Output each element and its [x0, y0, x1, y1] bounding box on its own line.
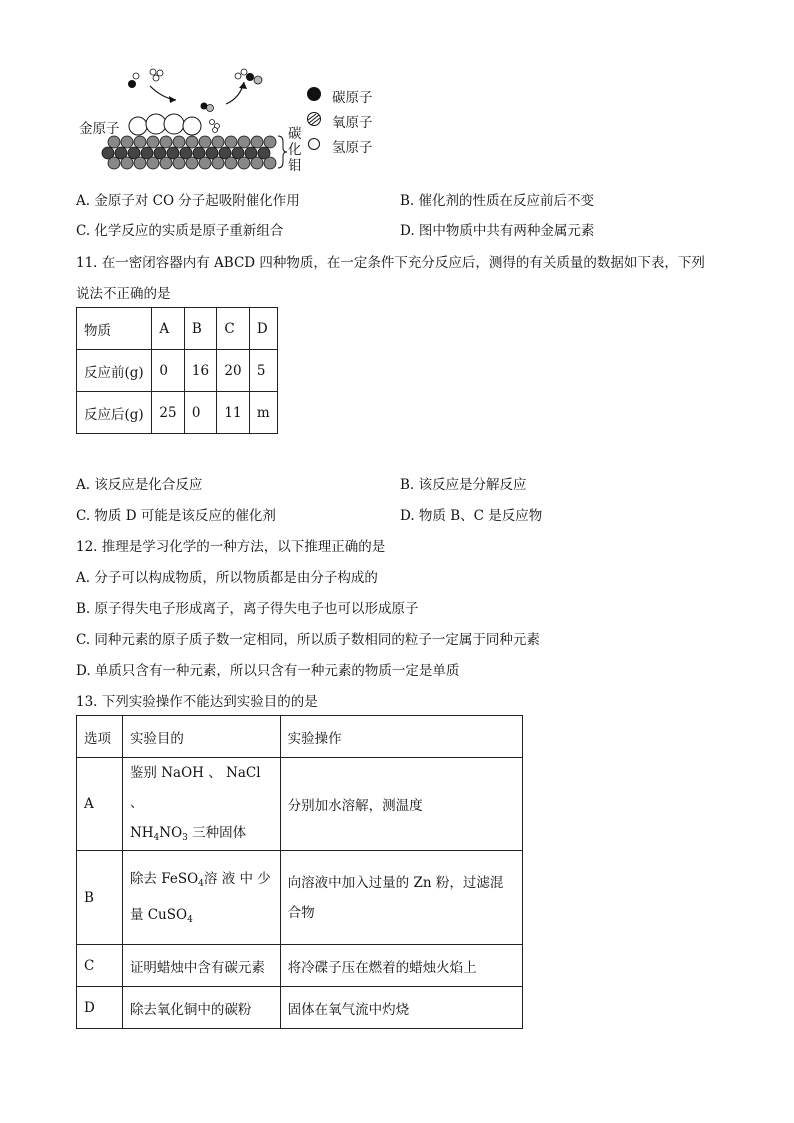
- purpose-line: [130, 862, 273, 898]
- table-cell: C: [217, 308, 250, 350]
- legend-hydrogen-label: 氢原子: [332, 140, 373, 156]
- table-cell: m: [249, 392, 277, 434]
- support-label: 碳化钼: [288, 126, 302, 174]
- q12-stem: 12. 推理是学习化学的一种方法，以下推理正确的是: [76, 539, 386, 555]
- purpose-line: [130, 818, 273, 850]
- q11-option-d[interactable]: D. 物质 B、C 是反应物: [400, 508, 543, 524]
- table-cell: 实验目的: [122, 716, 280, 758]
- table-cell: [122, 851, 280, 945]
- q13-table-header-row: [77, 716, 523, 758]
- q11-option-a[interactable]: A. 该反应是化合反应: [76, 477, 203, 493]
- table-cell: 25: [152, 392, 185, 434]
- formula-part: 三种固体: [187, 825, 247, 841]
- q11-stem-line1: 11. 在一密闭容器内有 ABCD 四种物质，在一定条件下充分反应后，测得的有关质量的数据如下表，下列: [76, 255, 705, 271]
- table-cell: 5: [249, 350, 277, 392]
- catalyst-diagram: [76, 64, 396, 179]
- table-row: [77, 987, 523, 1029]
- formula-subscript: 4: [153, 833, 160, 843]
- q10-option-b[interactable]: B. 催化剂的性质在反应前后不变: [400, 193, 595, 209]
- support-atoms: [102, 136, 276, 169]
- legend-carbon-label: 碳原子: [332, 90, 373, 106]
- table-cell: 除去氧化铜中的碳粉: [122, 987, 280, 1029]
- table-cell: 物质: [77, 308, 152, 350]
- formula-part: NO: [159, 825, 183, 841]
- formula-subscript: 3: [182, 833, 188, 843]
- carbon-atom-icon: [307, 87, 321, 101]
- gold-atom-label: 金原子: [79, 121, 120, 137]
- table-row: [77, 758, 523, 851]
- q10-option-a[interactable]: A. 金原子对 CO 分子起吸附催化作用: [76, 193, 300, 209]
- table-row: [77, 350, 278, 392]
- q11-option-b[interactable]: B. 该反应是分解反应: [400, 477, 527, 493]
- formula-part: 除去 FeSO: [129, 870, 199, 887]
- table-cell: 分别加水溶解，测温度: [280, 758, 522, 851]
- q10-option-d[interactable]: D. 图中物质中共有两种金属元素: [400, 223, 595, 239]
- formula-subscript: 4: [198, 878, 204, 889]
- hydrogen-atom-icon: [309, 139, 320, 150]
- table-cell: 0: [152, 350, 185, 392]
- q12-option-a[interactable]: A. 分子可以构成物质，所以物质都是由分子构成的: [76, 570, 378, 586]
- table-row: [77, 851, 523, 945]
- table-cell: 0: [184, 392, 217, 434]
- co-molecule-incoming: [128, 69, 163, 88]
- table-cell: [280, 851, 522, 945]
- formula-part: 溶 液 中 少: [203, 870, 271, 887]
- legend-oxygen-label: 氧原子: [332, 115, 373, 131]
- q11-table-header-row: [77, 308, 278, 350]
- q13-experiment-table: [76, 715, 523, 1029]
- table-cell: [122, 758, 280, 851]
- table-row: [77, 945, 523, 987]
- table-cell: 固体在氧气流中灼烧: [280, 987, 522, 1029]
- table-cell: B: [184, 308, 217, 350]
- table-cell: 将冷碟子压在燃着的蜡烛火焰上: [280, 945, 522, 987]
- table-cell: 证明蜡烛中含有碳元素: [122, 945, 280, 987]
- q12-option-c[interactable]: C. 同种元素的原子质子数一定相同，所以质子数相同的粒子一定属于同种元素: [76, 632, 540, 648]
- table-cell: A: [152, 308, 185, 350]
- product-molecule: [235, 69, 262, 84]
- table-cell: 20: [217, 350, 250, 392]
- table-cell: B: [77, 851, 123, 945]
- table-cell: 反应前(g): [77, 350, 152, 392]
- table-cell: 选项: [77, 716, 123, 758]
- formula-part: NH: [129, 825, 154, 841]
- table-row: [77, 392, 278, 434]
- q11-option-c[interactable]: C. 物质 D 可能是该反应的催化剂: [76, 508, 276, 524]
- table-cell: C: [77, 945, 123, 987]
- q12-option-d[interactable]: D. 单质只含有一种元素，所以只含有一种元素的物质一定是单质: [76, 663, 460, 679]
- table-cell: 11: [217, 392, 250, 434]
- table-cell: D: [249, 308, 277, 350]
- table-cell: 实验操作: [280, 716, 522, 758]
- table-cell: 反应后(g): [77, 392, 152, 434]
- q11-stem-line2: 说法不正确的是: [76, 286, 171, 302]
- q12-option-b[interactable]: B. 原子得失电子形成离子，离子得失电子也可以形成原子: [76, 601, 419, 617]
- table-cell: 16: [184, 350, 217, 392]
- q11-mass-table: [76, 307, 278, 434]
- operation-line: 向溶液中加入过量的 Zn 粉，过滤混: [287, 874, 504, 891]
- table-cell: A: [77, 758, 123, 851]
- purpose-line: [130, 898, 273, 934]
- operation-line: 合物: [287, 904, 315, 921]
- purpose-line: 鉴别 NaOH 、 NaCl 、: [129, 765, 261, 811]
- q10-option-c[interactable]: C. 化学反应的实质是原子重新组合: [76, 223, 284, 239]
- q13-stem: 13. 下列实验操作不能达到实验目的的是: [76, 694, 318, 710]
- formula-part: 量 CuSO: [129, 906, 188, 923]
- formula-subscript: 4: [187, 914, 193, 925]
- table-cell: D: [77, 987, 123, 1029]
- gold-atoms: [129, 114, 201, 135]
